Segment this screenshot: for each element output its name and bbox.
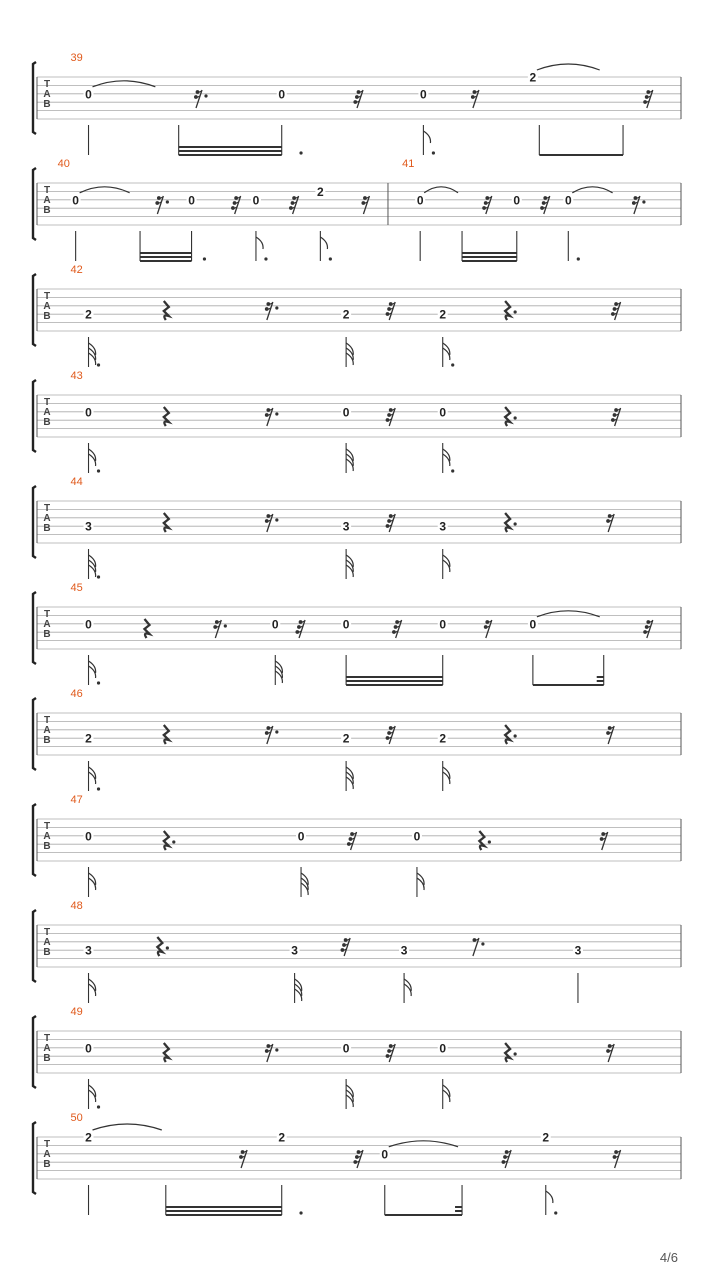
fret-number: 0 xyxy=(297,829,305,844)
fret-number: 3 xyxy=(85,519,92,534)
tab-system xyxy=(33,900,681,1003)
tab-clef-letter: B xyxy=(43,629,51,640)
rest-dot xyxy=(514,734,517,737)
measure-number: 44 xyxy=(70,476,83,488)
tie xyxy=(537,611,600,617)
fret-number: 0 xyxy=(85,87,92,102)
fret-number: 0 xyxy=(342,405,350,420)
rest-16d xyxy=(632,196,646,214)
rest-32 xyxy=(353,90,363,108)
fret-number: 2 xyxy=(342,731,350,746)
rest-32 xyxy=(643,90,653,108)
fret-number: 0 xyxy=(416,193,424,208)
duration-dot xyxy=(97,787,100,790)
fret-number: 2 xyxy=(85,731,92,746)
measure xyxy=(71,264,621,367)
rest-4 xyxy=(144,619,149,638)
fret-number: 0 xyxy=(252,193,260,208)
rest-dot xyxy=(514,310,517,313)
tab-clef-letter: T xyxy=(43,397,51,408)
tab-clef-letter: A xyxy=(43,89,51,100)
rest-4 xyxy=(164,725,169,744)
rest-4d xyxy=(505,407,517,426)
rest-32 xyxy=(540,196,550,214)
rest-32 xyxy=(643,620,653,638)
rest-32 xyxy=(347,832,357,850)
fret-number: 2 xyxy=(317,184,324,199)
measure xyxy=(71,52,653,155)
system-bracket xyxy=(33,804,36,876)
measure xyxy=(71,688,615,791)
rest-32 xyxy=(392,620,402,638)
measure-number: 41 xyxy=(402,158,415,170)
system-bracket xyxy=(33,1122,36,1194)
system-bracket xyxy=(33,274,36,346)
flag xyxy=(320,237,327,249)
tab-clef-letter: B xyxy=(43,205,51,216)
tab-clef-letter: T xyxy=(43,715,51,726)
fret-number: 2 xyxy=(278,1130,286,1145)
measure xyxy=(71,476,615,579)
fret-number: 0 xyxy=(85,405,92,420)
measure xyxy=(71,1112,621,1215)
tab-system xyxy=(33,158,681,261)
page-number: 4/6 xyxy=(659,1250,678,1265)
tab-clef-letter: A xyxy=(43,725,51,736)
tab-system xyxy=(33,1112,681,1215)
fret-number: 0 xyxy=(564,193,572,208)
tab-clef-letter: A xyxy=(43,513,51,524)
tab-clef-letter: B xyxy=(43,841,51,852)
rest-16 xyxy=(606,1044,614,1062)
duration-dot xyxy=(554,1211,557,1214)
measure xyxy=(58,158,388,261)
rest-stroke xyxy=(164,1043,169,1062)
tab-clef-letter: B xyxy=(43,1159,51,1170)
tab-system xyxy=(33,582,681,685)
rest-dot xyxy=(172,840,175,843)
tab-clef-letter: A xyxy=(43,619,51,630)
measure-number: 50 xyxy=(70,1112,83,1124)
rest-32 xyxy=(353,1150,363,1168)
rest-16d xyxy=(265,302,279,320)
fret-number: 0 xyxy=(85,617,92,632)
rest-16 xyxy=(606,514,614,532)
system-bracket xyxy=(33,1016,36,1088)
rest-32 xyxy=(611,302,621,320)
rest-stroke xyxy=(505,725,510,744)
duration-dot xyxy=(97,469,100,472)
rest-16 xyxy=(613,1150,621,1168)
rest-4 xyxy=(164,301,169,320)
rest-16d xyxy=(155,196,169,214)
measure-number: 40 xyxy=(57,158,70,170)
rest-16 xyxy=(606,726,614,744)
duration-dot xyxy=(577,257,580,260)
rest-stroke xyxy=(164,513,169,532)
tab-system xyxy=(33,794,681,897)
rest-4d xyxy=(479,831,491,850)
duration-dot xyxy=(451,469,454,472)
system-bracket xyxy=(33,698,36,770)
fret-number: 0 xyxy=(439,1041,447,1056)
rest-dot xyxy=(642,200,645,203)
tab-clef-letter: A xyxy=(43,195,51,206)
rest-stroke xyxy=(164,407,169,426)
rest-stroke xyxy=(505,1043,510,1062)
duration-dot xyxy=(97,681,100,684)
rest-4d xyxy=(164,831,176,850)
fret-number: 3 xyxy=(439,519,447,534)
fret-number: 3 xyxy=(291,943,298,958)
system-bracket xyxy=(33,592,36,664)
tab-clef-letter: A xyxy=(43,1043,51,1054)
fret-number: 2 xyxy=(85,307,92,322)
tab-clef-letter: B xyxy=(43,523,51,534)
tab-system xyxy=(33,688,681,791)
tab-clef-letter: B xyxy=(43,735,51,746)
tab-clef-letter: T xyxy=(43,1139,51,1150)
fret-number: 0 xyxy=(72,193,79,208)
fret-number: 2 xyxy=(439,731,447,746)
rest-dot xyxy=(514,416,517,419)
measure-number: 42 xyxy=(70,264,83,276)
rest-4 xyxy=(164,513,169,532)
measure xyxy=(71,900,583,1003)
rest-16d xyxy=(265,514,279,532)
rest-stroke xyxy=(505,407,510,426)
rest-stroke xyxy=(144,619,149,638)
duration-dot xyxy=(299,151,302,154)
rest-dot xyxy=(275,412,278,415)
measure-number: 39 xyxy=(70,52,83,64)
system-bracket xyxy=(33,168,36,240)
rest-16 xyxy=(239,1150,247,1168)
fret-number: 0 xyxy=(342,1041,350,1056)
system-bracket xyxy=(33,486,36,558)
rest-dot xyxy=(166,200,169,203)
rest-32 xyxy=(611,408,621,426)
rest-dot xyxy=(514,1052,517,1055)
measure-number: 49 xyxy=(70,1006,83,1018)
rest-4d xyxy=(505,513,517,532)
fret-number: 0 xyxy=(342,617,350,632)
tie xyxy=(572,187,612,193)
rest-32 xyxy=(386,302,396,320)
fret-number: 0 xyxy=(85,829,92,844)
fret-number: 0 xyxy=(188,193,195,208)
fret-number: 0 xyxy=(513,193,521,208)
rest-dot xyxy=(481,942,484,945)
rest-stroke xyxy=(164,301,169,320)
fret-number: 0 xyxy=(271,617,279,632)
rest-stroke xyxy=(157,937,162,956)
measure xyxy=(71,1006,615,1109)
rest-8d xyxy=(473,938,485,956)
measure xyxy=(71,370,621,473)
tab-clef-letter: B xyxy=(43,1053,51,1064)
fret-number: 3 xyxy=(85,943,92,958)
rest-16 xyxy=(361,196,369,214)
fret-number: 0 xyxy=(420,87,427,102)
duration-dot xyxy=(329,257,332,260)
rest-32 xyxy=(386,408,396,426)
rest-16d xyxy=(265,408,279,426)
rest-dot xyxy=(275,306,278,309)
rest-32 xyxy=(341,938,351,956)
measure xyxy=(402,158,645,261)
fret-number: 0 xyxy=(439,617,447,632)
fret-number: 3 xyxy=(400,943,408,958)
tie xyxy=(389,1141,458,1147)
measure-number: 45 xyxy=(70,582,83,594)
tab-clef-letter: T xyxy=(43,185,51,196)
duration-dot xyxy=(203,257,206,260)
tie xyxy=(93,1124,162,1130)
tab-clef-letter: T xyxy=(43,609,51,620)
rest-16d xyxy=(265,1044,279,1062)
duration-dot xyxy=(97,575,100,578)
tab-clef-letter: B xyxy=(43,947,51,958)
rest-4d xyxy=(157,937,169,956)
tab-clef-letter: B xyxy=(43,99,51,110)
duration-dot xyxy=(451,363,454,366)
rest-32 xyxy=(295,620,305,638)
measure-number: 48 xyxy=(70,900,83,912)
rest-stroke xyxy=(164,831,169,850)
tab-clef-letter: B xyxy=(43,311,51,322)
fret-number: 2 xyxy=(85,1130,92,1145)
rest-dot xyxy=(224,624,227,627)
rest-stroke xyxy=(164,725,169,744)
rest-stroke xyxy=(505,513,510,532)
tie xyxy=(424,187,458,193)
tab-system xyxy=(33,476,681,579)
duration-dot xyxy=(299,1211,302,1214)
rest-dot xyxy=(514,522,517,525)
rest-stroke xyxy=(479,831,484,850)
tab-clef-letter: A xyxy=(43,407,51,418)
rest-16 xyxy=(600,832,608,850)
tab-system xyxy=(33,1006,681,1109)
tab-clef-letter: B xyxy=(43,417,51,428)
fret-number: 0 xyxy=(439,405,447,420)
rest-32 xyxy=(386,514,396,532)
tab-system xyxy=(33,52,681,155)
tab-clef-letter: T xyxy=(43,79,51,90)
measure-number: 47 xyxy=(70,794,83,806)
rest-16d xyxy=(213,620,227,638)
tab-clef-letter: A xyxy=(43,831,51,842)
tab-system xyxy=(33,264,681,367)
duration-dot xyxy=(97,363,100,366)
rest-4d xyxy=(505,301,517,320)
rest-dot xyxy=(275,518,278,521)
flag xyxy=(423,131,430,143)
rest-16 xyxy=(471,90,479,108)
fret-number: 2 xyxy=(439,307,447,322)
tab-system xyxy=(33,370,681,473)
measure-number: 46 xyxy=(70,688,83,700)
rest-32 xyxy=(482,196,492,214)
fret-number: 3 xyxy=(574,943,582,958)
rest-16d xyxy=(265,726,279,744)
rest-32 xyxy=(231,196,241,214)
rest-4d xyxy=(505,725,517,744)
tab-clef-letter: A xyxy=(43,1149,51,1160)
rest-4d xyxy=(505,1043,517,1062)
fret-number: 2 xyxy=(542,1130,550,1145)
fret-number: 0 xyxy=(529,617,537,632)
rest-dot xyxy=(204,94,207,97)
rest-dot xyxy=(275,1048,278,1051)
tab-clef-letter: T xyxy=(43,503,51,514)
tab-clef-letter: T xyxy=(43,1033,51,1044)
fret-number: 0 xyxy=(278,87,286,102)
tab-clef-letter: A xyxy=(43,937,51,948)
duration-dot xyxy=(432,151,435,154)
rest-dot xyxy=(275,730,278,733)
fret-number: 0 xyxy=(413,829,421,844)
tie xyxy=(93,81,156,87)
fret-number: 2 xyxy=(342,307,350,322)
tie xyxy=(80,187,130,193)
rest-dot xyxy=(166,946,169,949)
system-bracket xyxy=(33,62,36,134)
fret-number: 0 xyxy=(85,1041,92,1056)
rest-stroke xyxy=(505,301,510,320)
rest-16d xyxy=(194,90,208,108)
rest-4 xyxy=(164,407,169,426)
system-bracket xyxy=(33,910,36,982)
fret-number: 2 xyxy=(529,70,537,85)
rest-32 xyxy=(386,726,396,744)
measure-number: 43 xyxy=(70,370,83,382)
tab-clef-letter: T xyxy=(43,291,51,302)
rest-dot xyxy=(488,840,491,843)
rest-32 xyxy=(502,1150,512,1168)
rest-32 xyxy=(289,196,299,214)
tab-clef-letter: A xyxy=(43,301,51,312)
rest-32 xyxy=(386,1044,396,1062)
tie xyxy=(537,64,600,70)
rest-4 xyxy=(164,1043,169,1062)
system-bracket xyxy=(33,380,36,452)
fret-number: 3 xyxy=(342,519,350,534)
measure xyxy=(71,794,608,897)
duration-dot xyxy=(264,257,267,260)
flag xyxy=(256,237,263,249)
duration-dot xyxy=(97,1105,100,1108)
tab-clef-letter: T xyxy=(43,821,51,832)
measure xyxy=(71,582,653,685)
rest-16 xyxy=(484,620,492,638)
fret-number: 0 xyxy=(381,1147,389,1162)
flag xyxy=(546,1191,553,1203)
tab-clef-letter: T xyxy=(43,927,51,938)
